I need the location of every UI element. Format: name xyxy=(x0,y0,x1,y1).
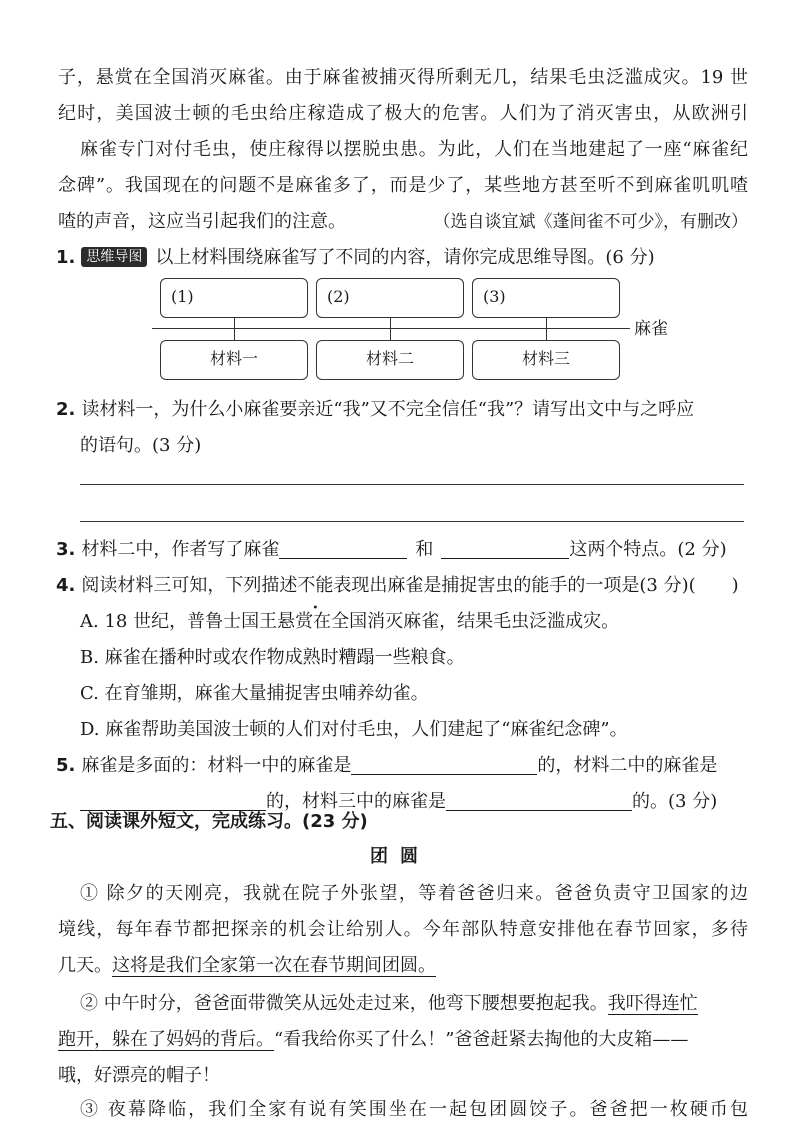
question-text: 的语句。(3 分) xyxy=(80,435,202,456)
material-box-3 xyxy=(472,340,620,380)
option-a[interactable]: A. 18 世纪，普鲁士国王悬赏在全国消灭麻雀，结果毛虫泛滥成灾。 xyxy=(80,611,620,632)
fill-blank[interactable] xyxy=(441,538,569,559)
question-text: 的。(3 分) xyxy=(632,791,718,812)
question-3 xyxy=(56,532,746,568)
mind-map-tag: 思维导图 xyxy=(81,247,147,267)
article-line: ① 除夕的天刚亮，我就在院子外张望，等着爸爸归来。爸爸负责守卫国家的边 xyxy=(80,883,748,904)
article-paragraph-2 xyxy=(58,986,748,1094)
question-text: 的，材料三中的麻雀是 xyxy=(266,791,446,812)
passage-line: 喳的声音，这应当引起我们的注意。 xyxy=(58,211,346,232)
mind-map-connector xyxy=(546,316,547,342)
question-text: 和 xyxy=(415,539,434,560)
option-b[interactable]: B. 麻雀在播种时或农作物成熟时糟蹋一些粮食。 xyxy=(80,647,465,668)
article-text: 几天。 xyxy=(58,955,112,976)
fill-blank[interactable] xyxy=(351,754,537,775)
box-label: (1) xyxy=(171,287,194,306)
question-text: 麻雀是多面的：材料一中的麻雀是 xyxy=(81,755,352,776)
box-label: (3) xyxy=(483,287,506,306)
article-paragraph-1-end xyxy=(58,948,748,984)
box-label: 材料二 xyxy=(365,349,414,368)
passage-line: 子，悬赏在全国消灭麻雀。由于麻雀被捕灭得所剩无几，结果毛虫泛滥成灾。19 世 xyxy=(58,67,748,88)
article-paragraph-3 xyxy=(58,1092,748,1128)
question-text: 以上材料围绕麻雀写了不同的内容，请你完成思维导图。(6 分) xyxy=(155,247,655,268)
article-paragraph-1 xyxy=(58,876,748,948)
question-number: 1. xyxy=(56,247,76,268)
article-line: ③ 夜幕降临，我们全家有说有笑围坐在一起包团圆饺子。爸爸把一枚硬币包 xyxy=(80,1099,748,1120)
option-d[interactable]: D. 麻雀帮助美国波士顿的人们对付毛虫，人们建起了“麻雀纪念碑”。 xyxy=(80,719,628,740)
question-text: 读材料一，为什么小麻雀要亲近“我”又不完全信任“我”？请写出文中与之呼应 xyxy=(81,399,695,420)
passage-paragraph xyxy=(58,60,748,204)
material-box-2 xyxy=(316,340,464,380)
emphasis-text: 不能 xyxy=(297,575,334,596)
box-label: 材料三 xyxy=(521,349,570,368)
box-label: 材料一 xyxy=(209,349,258,368)
question-number: 4. xyxy=(56,575,76,596)
passage-last-line xyxy=(58,204,748,240)
underlined-sentence: 我吓得连忙 xyxy=(607,993,698,1014)
section-heading: 五、阅读课外短文，完成练习。(23 分) xyxy=(50,811,368,832)
article-line: 境线，每年春节都把探亲的机会让给别人。今年部队特意安排他在春节回家，多待 xyxy=(58,919,748,940)
passage-line: 念碑”。我国现在的问题不是麻雀多了，而是少了，某些地方甚至听不到麻雀叽叽喳 xyxy=(58,175,748,196)
article-line: 哦，好漂亮的帽子！ xyxy=(58,1065,220,1086)
question-text: 材料二中，作者写了麻雀 xyxy=(81,539,280,560)
question-text: 阅读材料三可知，下列描述 xyxy=(81,575,298,596)
answer-line[interactable] xyxy=(80,484,744,485)
question-number: 2. xyxy=(56,399,76,420)
answer-box-3[interactable] xyxy=(472,278,620,318)
question-4 xyxy=(56,568,746,604)
passage-line: 纪时，美国波士顿的毛虫给庄稼造成了极大的危害。人们为了消灭害虫，从欧洲引 xyxy=(58,103,748,124)
material-box-1 xyxy=(160,340,308,380)
article-text: “看我给你买了什么！”爸爸赶紧去掏他的大皮箱—— xyxy=(274,1029,689,1050)
underlined-sentence: 跑开，躲在了妈妈的背后。 xyxy=(58,1029,274,1050)
option-c[interactable]: C. 在育雏期，麻雀大量捕捉害虫哺养幼雀。 xyxy=(80,683,429,704)
answer-line[interactable] xyxy=(80,521,744,522)
fill-blank[interactable] xyxy=(279,538,407,559)
passage-source: （选自谈宜斌《蓬间雀不可少》，有删改） xyxy=(433,212,748,232)
question-text: 这两个特点。(2 分) xyxy=(569,539,727,560)
underlined-sentence: 这将是我们全家第一次在春节期间团圆。 xyxy=(112,955,436,976)
article-text: ② 中午时分，爸爸面带微笑从远处走过来，他弯下腰想要抱起我。 xyxy=(80,993,608,1014)
mind-map-trunk xyxy=(152,328,630,329)
passage-line: 麻雀专门对付毛虫，使庄稼得以摆脱虫患。为此，人们在当地建起了一座“麻雀纪 xyxy=(80,139,748,160)
question-1 xyxy=(56,240,746,276)
mind-map-connector xyxy=(234,316,235,342)
box-label: (2) xyxy=(327,287,350,306)
question-number: 5. xyxy=(56,755,76,776)
question-text: 的，材料二中的麻雀是 xyxy=(537,755,718,776)
question-text: 表现出麻雀是捕捉害虫的能手的一项是(3 分)( ) xyxy=(333,575,739,596)
article-title: 团圆 xyxy=(370,846,430,867)
question-number: 3. xyxy=(56,539,76,560)
answer-box-2[interactable] xyxy=(316,278,464,318)
mind-map-center-label: 麻雀 xyxy=(634,319,668,339)
question-2 xyxy=(56,392,746,464)
answer-box-1[interactable] xyxy=(160,278,308,318)
mind-map-connector xyxy=(390,316,391,342)
